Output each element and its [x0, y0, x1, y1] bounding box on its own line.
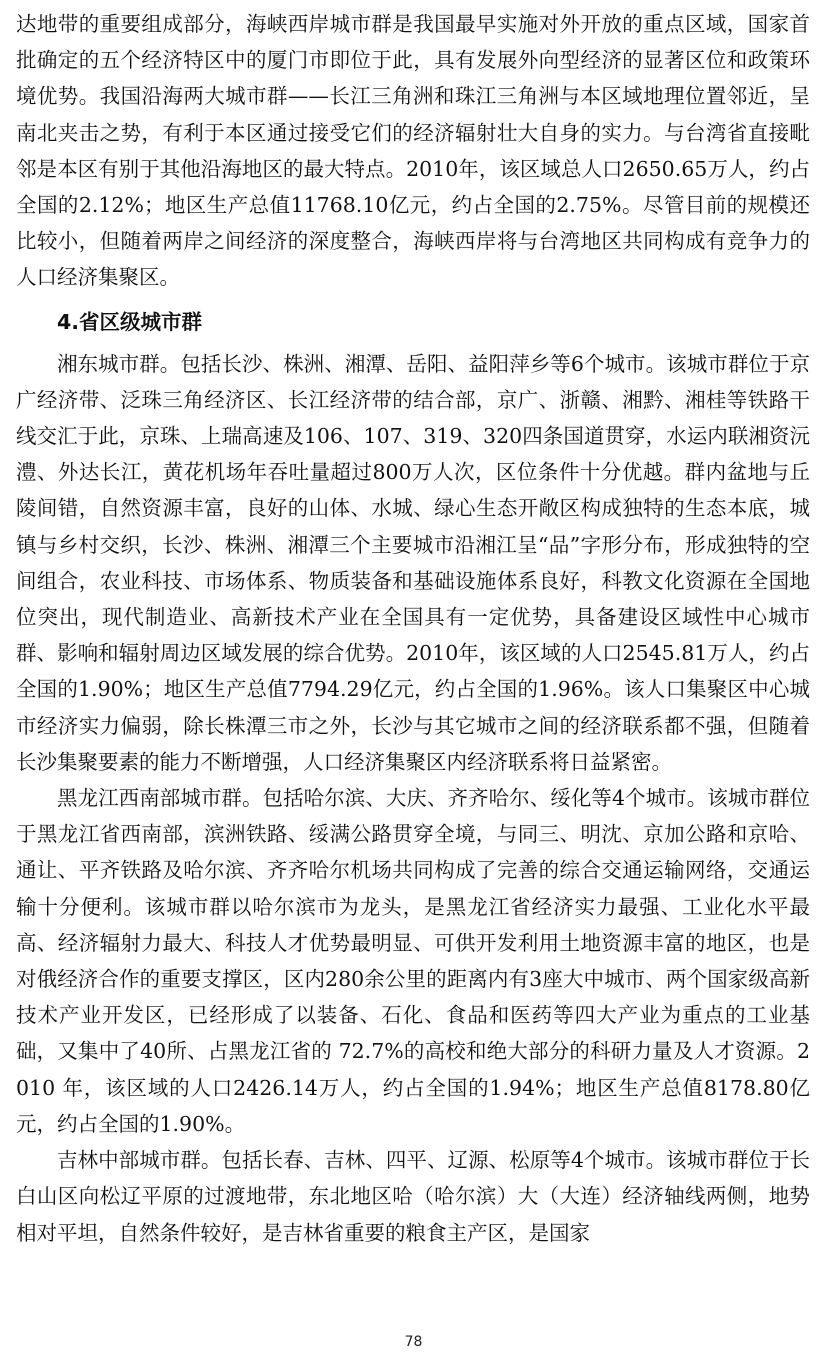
paragraph-haixia-xi-an: 达地带的重要组成部分，海峡西岸城市群是我国最早实施对外开放的重点区域，国家首批确定的五个经济特区中的厦门市即位于此，具有发展外向型经济的显著区位和政策环境优势。我国沿海两大城市群——长江三角洲和珠江三角洲与本区域地理位置邻近，呈南北夹击之势，有利于本区通过接受它们的经济辐射壮大自身的实力。与台湾省直接毗邻是本区有别于其他沿海地区的最大特点。2010年，该区域总人口2650.65万人，约占全国的2.12%；地区生产总值11768.10亿元，约占全国的2.75%。尽管目前的规模还比较小，但随着两岸之间经济的深度整合，海峡西岸将与台湾地区共同构成有竞争力的人口经济集聚区。 [16, 12, 810, 290]
page-number: 78 [404, 1334, 423, 1350]
section-heading-provincial-city-clusters: 4.省区级城市群 [57, 309, 203, 334]
paragraph-jilin-central-city-cluster: 吉林中部城市群。包括长春、吉林、四平、辽源、松原等4个城市。该城市群位于长白山区向松辽平原的过渡地带，东北地区哈（哈尔滨）大（大连）经济轴线两侧，地势相对平坦，自然条件较好，是吉林省重要的粮食主产区，是国家 [16, 1148, 810, 1245]
paragraph-heilongjiang-southwest-city-cluster: 黑龙江西南部城市群。包括哈尔滨、大庆、齐齐哈尔、绥化等4个城市。该城市群位于黑龙江省西南部，滨洲铁路、绥满公路贯穿全境，与同三、明沈、京加公路和京哈、通让、平齐铁路及哈尔滨、齐齐哈尔机场共同构成了完善的综合交通运输网络，交通运输十分便利。该城市群以哈尔滨市为龙头，是黑龙江省经济实力最强、工业化水平最高、经济辐射力最大、科技人才优势最明显、可供开发利用土地资源丰富的地区，也是对俄经济合作的重要支撑区，区内280余公里的距离内有3座大中城市、两个国家级高新技术产业开发区，已经形成了以装备、石化、食品和医药等四大产业为重点的工业基础，又集中了40所、占黑龙江省的 72.7%的高校和绝大部分的科研力量及人才资源。2010 年，该区域的人口2426.14万人，约占全国的1.94%；地区生产总值8178.80亿元，约占全国的1.90%。 [16, 786, 810, 1136]
document-body [16, 6, 810, 1251]
paragraph-xiangdong-city-cluster: 湘东城市群。包括长沙、株洲、湘潭、岳阳、益阳萍乡等6个城市。该城市群位于京广经济带、泛珠三角经济区、长江经济带的结合部，京广、浙赣、湘黔、湘桂等铁路干线交汇于此，京珠、上瑞高速及106、107、319、320四条国道贯穿，水运内联湘资沅澧、外达长江，黄花机场年吞吐量超过800万人次，区位条件十分优越。群内盆地与丘陵间错，自然资源丰富，良好的山体、水城、绿心生态开敞区构成独特的生态本底，城镇与乡村交织，长沙、株洲、湘潭三个主要城市沿湘江呈“品”字形分布，形成独特的空间组合，农业科技、市场体系、物质装备和基础设施体系良好，科教文化资源在全国地位突出，现代制造业、高新技术产业在全国具有一定优势，具备建设区域性中心城市群、影响和辐射周边区域发展的综合优势。2010年，该区域的人口2545.81万人，约占全国的1.90%；地区生产总值7794.29亿元，约占全国的1.96%。该人口集聚区中心城市经济实力偏弱，除长株潭三市之外，长沙与其它城市之间的经济联系都不强，但随着长沙集聚要素的能力不断增强，人口经济集聚区内经济联系将日益紧密。 [16, 351, 810, 774]
